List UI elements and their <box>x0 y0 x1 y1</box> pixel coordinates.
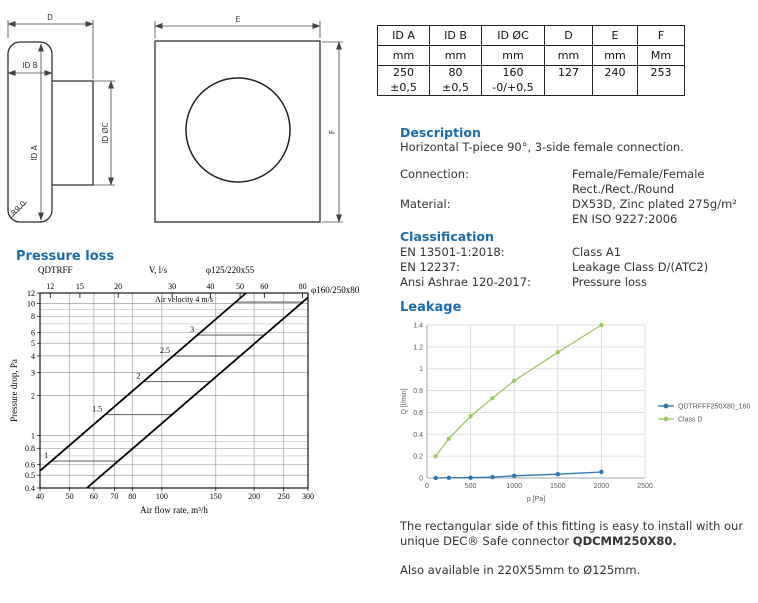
x-tick-label: 50 <box>65 492 74 501</box>
table-value-cell <box>482 66 545 96</box>
table-value-cell <box>638 66 685 96</box>
y-tick-label: 0.6 <box>25 460 35 470</box>
air-velocity-annotation: Air velocity 4 m/s <box>155 295 213 304</box>
material-label: Material: <box>400 197 451 211</box>
series-marker <box>512 474 516 478</box>
connection-value: Rect./Rect./Round <box>572 182 675 196</box>
y-tick-label: 0.8 <box>413 388 423 396</box>
table-unit-cell: Mm <box>638 46 685 66</box>
right-line-size-label: φ160/250x80 <box>311 285 360 295</box>
x-tick-label: 70 <box>110 492 119 501</box>
side-view-spigot <box>52 81 93 185</box>
y-axis-title: Q [l/min] <box>401 388 408 415</box>
footer-note-availability: Also available in 220X55mm to Ø125mm. <box>400 563 641 577</box>
table-header-cell: F <box>638 26 685 46</box>
footer-note-text: The rectangular side of this fitting is easy to install with our unique DEC® Safe connector <box>400 519 744 548</box>
leakage-chart <box>398 316 758 511</box>
x-tick-label: 40 <box>36 492 44 501</box>
material-value: DX53D, Zinc plated 275g/m² <box>572 197 737 211</box>
y-tick-label: 1.2 <box>413 344 423 352</box>
legend-marker <box>664 404 669 409</box>
x-axis-title: Air flow rate, m³/h <box>140 505 208 515</box>
x-tick-label: 1500 <box>550 483 566 490</box>
top-tick-label: 50 <box>236 282 245 291</box>
model-label: QDTRFF <box>38 265 73 275</box>
dimension-label-f: F <box>328 129 337 135</box>
velocity-label: 3 <box>190 325 195 335</box>
y-tick-label: 0.4 <box>413 431 423 439</box>
table-value-cell <box>593 66 638 96</box>
y-tick-label: 6 <box>31 328 35 338</box>
series-marker <box>599 470 603 474</box>
dimension-drawing <box>5 5 370 245</box>
table-units-row <box>378 46 685 66</box>
x-tick-label: 500 <box>464 483 477 490</box>
dimension-value: 127 <box>558 66 579 79</box>
dimension-label-e: E <box>235 15 241 24</box>
y-tick-label: 1 <box>419 366 423 374</box>
top-tick-label: 20 <box>114 282 123 291</box>
classification-standard: EN 13501-1:2018: <box>400 245 505 259</box>
series-marker <box>447 436 451 440</box>
dimension-value: 80 <box>448 66 463 79</box>
y-tick-label: 0 <box>419 475 423 483</box>
y-tick-label: 0.6 <box>413 409 423 417</box>
table-header-cell: D <box>545 26 593 46</box>
dimension-value: 240 <box>604 66 626 79</box>
dimension-label-d: D <box>47 13 53 22</box>
table-value-cell <box>378 66 430 96</box>
material-value: EN ISO 9227:2006 <box>572 212 678 226</box>
table-unit-cell: mm <box>430 46 482 66</box>
legend-marker <box>664 417 669 422</box>
series-marker <box>468 414 472 418</box>
velocity-label: 2 <box>136 371 141 381</box>
x-tick-label: 80 <box>128 492 137 501</box>
description-title: Description <box>400 125 481 140</box>
series-marker <box>556 472 560 476</box>
leakage-title: Leakage <box>400 300 462 315</box>
table-values-row <box>378 66 685 96</box>
x-tick-label: 150 <box>209 492 222 501</box>
table-header-cell: ID B <box>430 26 482 46</box>
legend-label: Class D <box>678 416 703 424</box>
y-axis-title: Pressure drop, Pa <box>9 359 19 422</box>
top-axis-title: V, l/s <box>148 265 168 275</box>
radius-label: R9,0 <box>9 198 28 218</box>
x-tick-label: 100 <box>155 492 168 501</box>
left-line-size-label: φ125/220x55 <box>205 265 255 275</box>
velocity-label: 1.5 <box>92 404 103 414</box>
x-tick-label: 60 <box>89 492 98 501</box>
table-unit-cell: mm <box>545 46 593 66</box>
pressure-loss-title: Pressure loss <box>16 249 115 264</box>
dimension-tolerance: ±0,5 <box>442 80 469 94</box>
table-value-cell <box>545 66 593 96</box>
table-header-row <box>378 26 685 46</box>
series-marker <box>434 476 438 480</box>
y-tick-label: 3 <box>31 368 35 378</box>
series-line <box>87 297 308 488</box>
series-marker <box>434 454 438 458</box>
series-marker <box>468 475 472 479</box>
y-tick-label: 0.8 <box>25 444 35 454</box>
top-tick-label: 15 <box>75 282 84 291</box>
table-header-cell: ID ØC <box>482 26 545 46</box>
table-unit-cell: mm <box>482 46 545 66</box>
dimension-label-id-b: ID B <box>22 61 38 70</box>
classification-result: Leakage Class D/(ATC2) <box>572 260 709 274</box>
series-line <box>40 293 246 471</box>
x-tick-label: 0 <box>425 483 429 490</box>
top-tick-label: 12 <box>46 282 55 291</box>
table-header-cell: E <box>593 26 638 46</box>
x-tick-label: 300 <box>302 492 314 501</box>
series-marker <box>599 323 603 327</box>
dimension-value: 160 <box>502 66 524 79</box>
front-view-round-opening <box>186 78 290 182</box>
x-tick-label: 250 <box>277 492 290 501</box>
connector-code: QDCMM250X80. <box>572 534 677 548</box>
connection-label: Connection: <box>400 167 469 181</box>
y-tick-label: 0.4 <box>25 483 35 493</box>
dimension-table <box>377 25 685 96</box>
x-tick-label: 1000 <box>506 483 522 490</box>
velocity-label: 1 <box>44 451 49 461</box>
x-axis-title: p [Pa] <box>526 496 546 503</box>
dimension-tolerance: -0/+0,5 <box>492 80 534 94</box>
series-marker <box>512 379 516 383</box>
y-tick-label: 4 <box>31 351 35 361</box>
table-unit-cell: mm <box>378 46 430 66</box>
x-tick-label: 200 <box>248 492 261 501</box>
classification-result: Class A1 <box>572 245 622 259</box>
dimension-value: 253 <box>650 66 672 79</box>
table-header-cell: ID A <box>378 26 430 46</box>
velocity-label: 2.5 <box>160 345 171 355</box>
series-marker <box>490 396 494 400</box>
y-tick-label: 12 <box>27 288 35 298</box>
dimension-value: 250 <box>393 66 414 79</box>
pressure-loss-chart <box>8 260 368 530</box>
y-tick-label: 0.2 <box>413 453 423 461</box>
front-view-plate <box>155 41 320 222</box>
footer-note-connector <box>400 519 756 549</box>
top-tick-label: 80 <box>298 282 307 291</box>
series-line <box>436 472 602 478</box>
y-tick-label: 2 <box>31 391 35 401</box>
y-tick-label: 8 <box>31 312 35 322</box>
classification-standard: EN 12237: <box>400 260 460 274</box>
series-marker <box>490 475 494 479</box>
table-value-cell <box>430 66 482 96</box>
classification-result: Pressure loss <box>572 275 647 289</box>
top-tick-label: 60 <box>260 282 269 291</box>
connection-value: Female/Female/Female <box>572 167 705 181</box>
y-tick-label: 1.4 <box>413 322 423 330</box>
top-tick-label: 40 <box>206 282 215 291</box>
description-intro: Horizontal T-piece 90°, 3-side female connection. <box>400 140 684 154</box>
series-marker <box>556 350 560 354</box>
y-tick-label: 1 <box>31 431 35 441</box>
y-tick-label: 0.5 <box>25 471 35 481</box>
classification-standard: Ansi Ashrae 120-2017: <box>400 275 531 289</box>
dimension-tolerance: ±0,5 <box>390 80 417 94</box>
y-tick-label: 5 <box>31 338 35 348</box>
series-marker <box>447 476 451 480</box>
classification-title: Classification <box>400 229 494 244</box>
y-tick-label: 10 <box>27 299 35 309</box>
dimension-label-id-oc: ID ØC <box>101 122 110 144</box>
top-tick-label: 30 <box>168 282 177 291</box>
x-tick-label: 2000 <box>593 483 610 490</box>
table-unit-cell: mm <box>593 46 638 66</box>
plot-border <box>40 293 308 488</box>
dimension-label-id-a: ID A <box>30 145 39 161</box>
x-tick-label: 2500 <box>637 483 653 490</box>
legend-label: QDTRFFF250X80_160 <box>678 403 751 411</box>
